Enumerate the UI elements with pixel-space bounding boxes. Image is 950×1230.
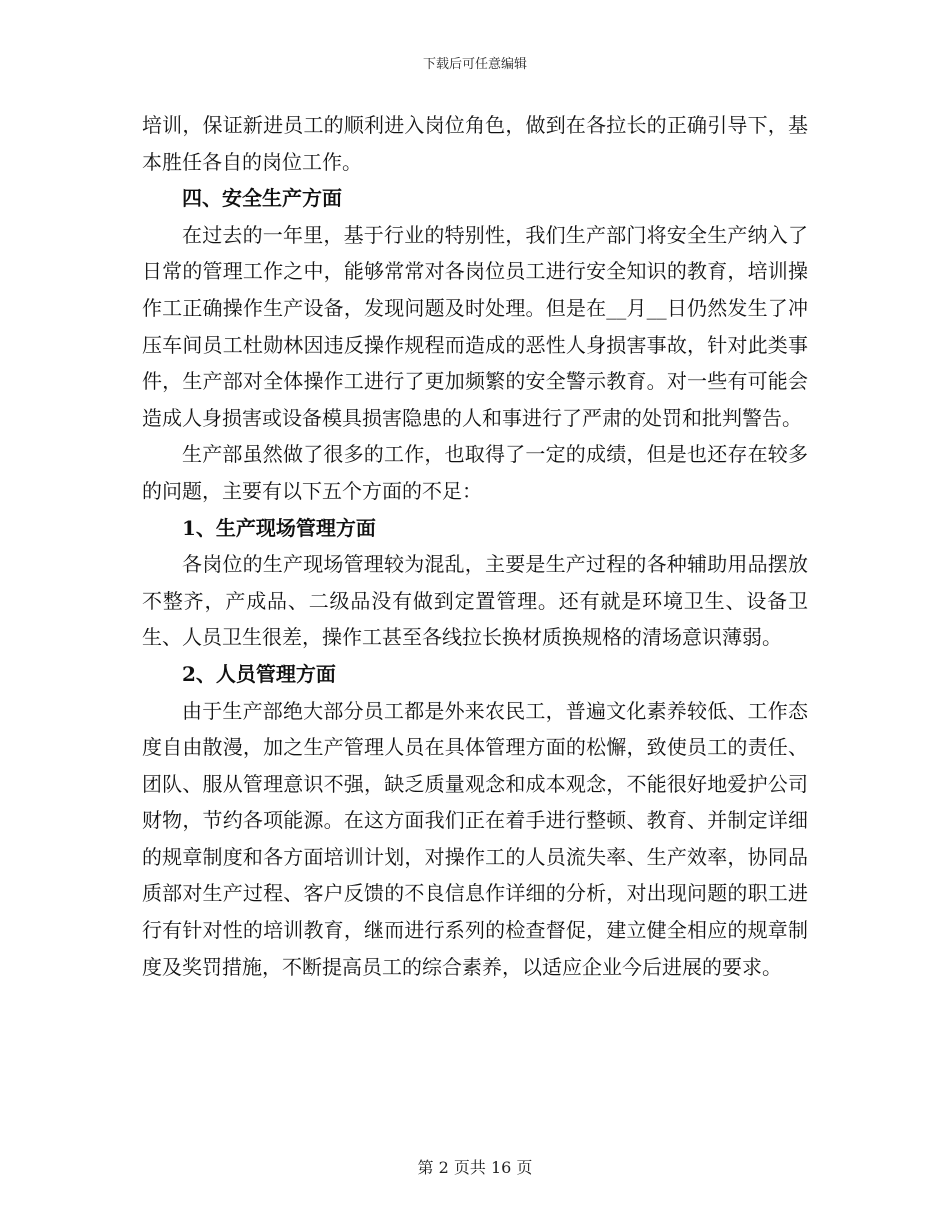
paragraph-safety: 在过去的一年里，基于行业的特别性，我们生产部门将安全生产纳入了日常的管理工作之中，能够常常对各岗位员工进行安全知识的教育，培训操作工正确操作生产设备，发现问题及时处理。但是在__月__日仍然发生了冲压车间员工杜勋林因违反操作规程而造成的恶性人身损害事故，针对此类事件，生产部对全体操作工进行了更加频繁的安全警示教育。对一些有可能会造成人身损害或设备模具损害隐患的人和事进行了严肃的处罚和批判警告。	[142, 222, 808, 430]
section-heading-site-management: 1、生产现场管理方面	[182, 515, 376, 540]
paragraph-shortcomings-intro: 生产部虽然做了很多的工作，也取得了一定的成绩，但是也还存在较多的问题，主要有以下五个方面的不足：	[142, 442, 808, 503]
document-body	[142, 107, 808, 985]
page-number: 第 2 页共 16 页	[417, 1158, 533, 1177]
paragraph-continued: 培训，保证新进员工的顺利进入岗位角色，做到在各拉长的正确引导下，基本胜任各自的岗位工作。	[142, 113, 808, 174]
paragraph-site-management: 各岗位的生产现场管理较为混乱，主要是生产过程的各种辅助用品摆放不整齐，产成品、二级品没有做到定置管理。还有就是环境卫生、设备卫生、人员卫生很差，操作工甚至各线拉长换材质换规格的清场意识薄弱。	[142, 552, 808, 650]
section-heading-safety: 四、安全生产方面	[182, 186, 342, 211]
page-header: 下载后可任意编辑	[422, 57, 527, 72]
section-heading-personnel-management: 2、人员管理方面	[182, 661, 336, 686]
paragraph-personnel-management: 由于生产部绝大部分员工都是外来农民工，普遍文化素养较低、工作态度自由散漫，加之生产管理人员在具体管理方面的松懈，致使员工的责任、团队、服从管理意识不强，缺乏质量观念和成本观念，不能很好地爱护公司财物，节约各项能源。在这方面我们正在着手进行整顿、教育、并制定详细的规章制度和各方面培训计划，对操作工的人员流失率、生产效率，协同品质部对生产过程、客户反馈的不良信息作详细的分析，对出现问题的职工进行有针对性的培训教育，继而进行系列的检查督促，建立健全相应的规章制度及奖罚措施，不断提高员工的综合素养，以适应企业今后进展的要求。	[142, 698, 808, 979]
